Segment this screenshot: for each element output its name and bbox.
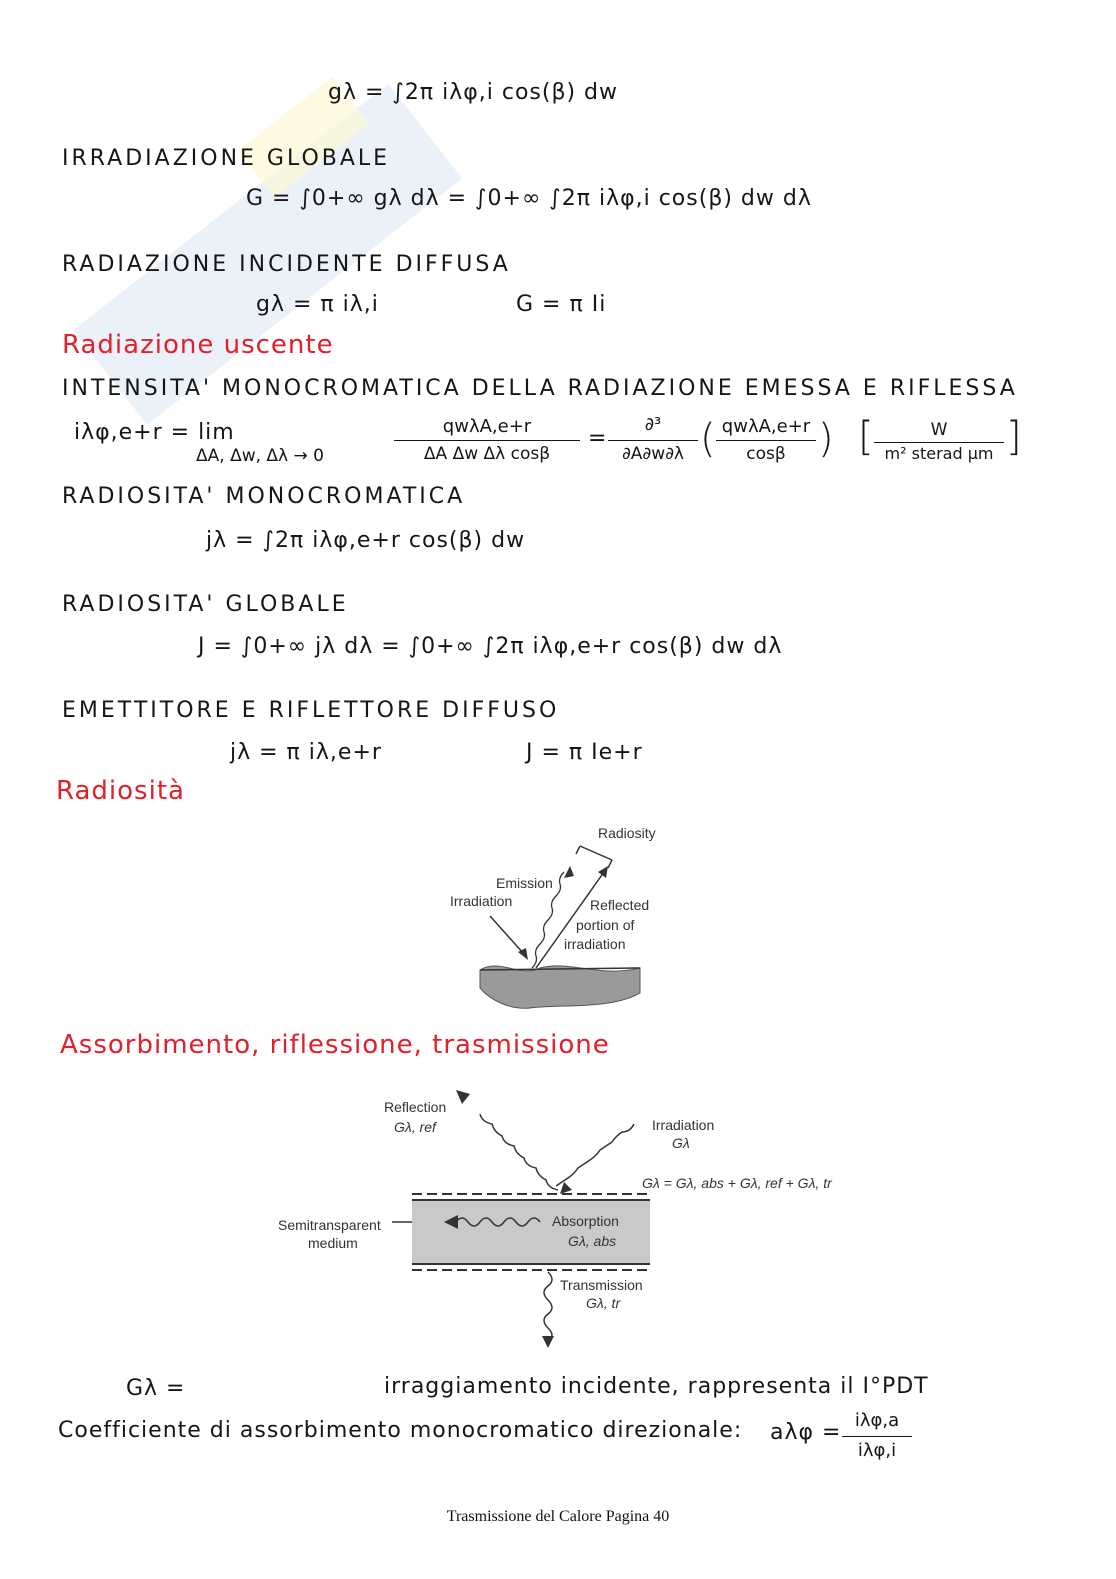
- fraction-bar: [874, 442, 1004, 443]
- label-absorption: Absorption: [552, 1213, 619, 1229]
- heading-radiosita-monocromatica: RADIOSITA' MONOCROMATICA: [62, 484, 466, 509]
- label-irradiation: Irradiation: [652, 1117, 715, 1133]
- coefficient-lhs: aλφ =: [770, 1420, 842, 1445]
- reflected-arrowhead: [598, 866, 608, 878]
- label-reflected-1: Reflected: [590, 897, 650, 913]
- fraction-bar: [716, 440, 816, 441]
- equation-intensita-lhs: iλφ,e+r = lim: [74, 420, 235, 445]
- heading-radiazione-diffusa: RADIAZIONE INCIDENTE DIFFUSA: [62, 252, 511, 277]
- equation-unit-denominator: m² sterad μm: [884, 444, 994, 463]
- equation-J: J = ∫0+∞ jλ dλ = ∫0+∞ ∫2π iλφ,e+r cos(β) dw dλ: [198, 634, 783, 659]
- heading-radiazione-uscente: Radiazione uscente: [62, 330, 334, 360]
- reflection-wave: [480, 1114, 558, 1190]
- heading-assorbimento: Assorbimento, riflessione, trasmissione: [60, 1030, 610, 1060]
- heading-intensita: INTENSITA' MONOCROMATICA DELLA RADIAZIONE EMESSA E RIFLESSA: [62, 376, 1018, 401]
- equation-emettitore-J: J = π Ie+r: [526, 740, 643, 765]
- equation-G: G = ∫0+∞ gλ dλ = ∫0+∞ ∫2π iλφ,i cos(β) dw dλ: [246, 186, 812, 211]
- equation-intensita-den2: cosβ: [746, 444, 786, 464]
- transmission-wave: [544, 1272, 552, 1340]
- equation-G-lambda-lhs: Gλ =: [126, 1376, 186, 1401]
- label-medium-2: medium: [308, 1235, 358, 1251]
- label-reflection: Reflection: [384, 1099, 447, 1115]
- equation-intensita-equals: =: [588, 426, 608, 451]
- radiosity-bracket: [576, 846, 580, 854]
- equation-j-lambda: jλ = ∫2π iλφ,e+r cos(β) dw: [206, 528, 526, 553]
- fraction-bar: [842, 1436, 912, 1437]
- heading-radiosita-globale: RADIOSITA' GLOBALE: [62, 592, 349, 617]
- coefficient-denominator: iλφ,i: [857, 1440, 897, 1461]
- heading-emettitore: EMETTITORE E RIFLETTORE DIFFUSO: [62, 698, 560, 723]
- radiosity-bracket: [580, 846, 612, 860]
- equation-unit-numerator: W: [930, 420, 948, 440]
- heading-radiosita: Radiosità: [56, 776, 185, 806]
- label-reflected-3: irradiation: [564, 936, 626, 952]
- heading-irradiazione-globale: IRRADIAZIONE GLOBALE: [62, 146, 391, 171]
- bracket-close: ]: [1006, 414, 1022, 460]
- equation-intensita-denominator: ΔA Δw Δλ cosβ: [423, 444, 551, 464]
- irradiation-arrow: [490, 916, 524, 954]
- fraction-bar: [608, 440, 698, 441]
- label-transmission: Transmission: [560, 1277, 643, 1293]
- medium-slab: [412, 1200, 650, 1264]
- label-radiosity: Radiosity: [598, 825, 656, 841]
- label-medium-1: Semitransparent: [278, 1217, 381, 1233]
- bracket-open: [: [858, 414, 874, 460]
- equation-g-lambda: gλ = ∫2π iλφ,i cos(β) dw: [328, 80, 619, 105]
- equation-intensita-limit: ΔA, Δw, Δλ → 0: [196, 446, 324, 466]
- paren-close: ): [818, 416, 834, 462]
- equation-intensita-num2: qwλA,e+r: [721, 416, 811, 437]
- transmission-arrowhead: [542, 1336, 554, 1348]
- label-absorption-symbol: Gλ, abs: [568, 1233, 617, 1249]
- equation-intensita-partial-den: ∂A∂w∂λ: [622, 444, 684, 464]
- irradiation-wave: [556, 1124, 634, 1186]
- fraction-bar: [394, 440, 580, 441]
- page-footer: Trasmissione del Calore Pagina 40: [446, 1508, 670, 1525]
- absorption-figure: [274, 1082, 864, 1352]
- equation-G-lambda-rhs: irraggiamento incidente, rappresenta il I°PDT: [384, 1374, 929, 1399]
- label-irradiation-symbol: Gλ: [672, 1135, 690, 1151]
- surface-block: [480, 966, 640, 1008]
- equation-diffusa-g: gλ = π iλ,i: [256, 292, 379, 317]
- label-emission: Emission: [496, 875, 553, 891]
- coefficient-numerator: iλφ,a: [854, 1410, 900, 1431]
- label-irradiation: Irradiation: [450, 893, 513, 909]
- equation-emettitore-j: jλ = π iλ,e+r: [230, 740, 382, 765]
- equation-diffusa-G: G = π Ii: [516, 292, 607, 317]
- radiosity-figure: [440, 818, 680, 1016]
- label-balance: Gλ = Gλ, abs + Gλ, ref + Gλ, tr: [642, 1175, 832, 1191]
- label-reflection-symbol: Gλ, ref: [394, 1119, 436, 1135]
- irradiation-arrowhead: [560, 1182, 572, 1194]
- reflection-arrowhead: [456, 1090, 470, 1104]
- equation-intensita-partial: ∂³: [644, 414, 662, 435]
- coefficient-label: Coefficiente di assorbimento monocromatico direzionale:: [58, 1418, 743, 1443]
- emission-arrowhead: [564, 866, 574, 878]
- label-reflected-2: portion of: [576, 917, 635, 933]
- paren-open: (: [700, 416, 716, 462]
- radiosity-bracket: [608, 860, 612, 868]
- equation-intensita-numerator: qwλA,e+r: [442, 416, 532, 437]
- label-transmission-symbol: Gλ, tr: [586, 1295, 621, 1311]
